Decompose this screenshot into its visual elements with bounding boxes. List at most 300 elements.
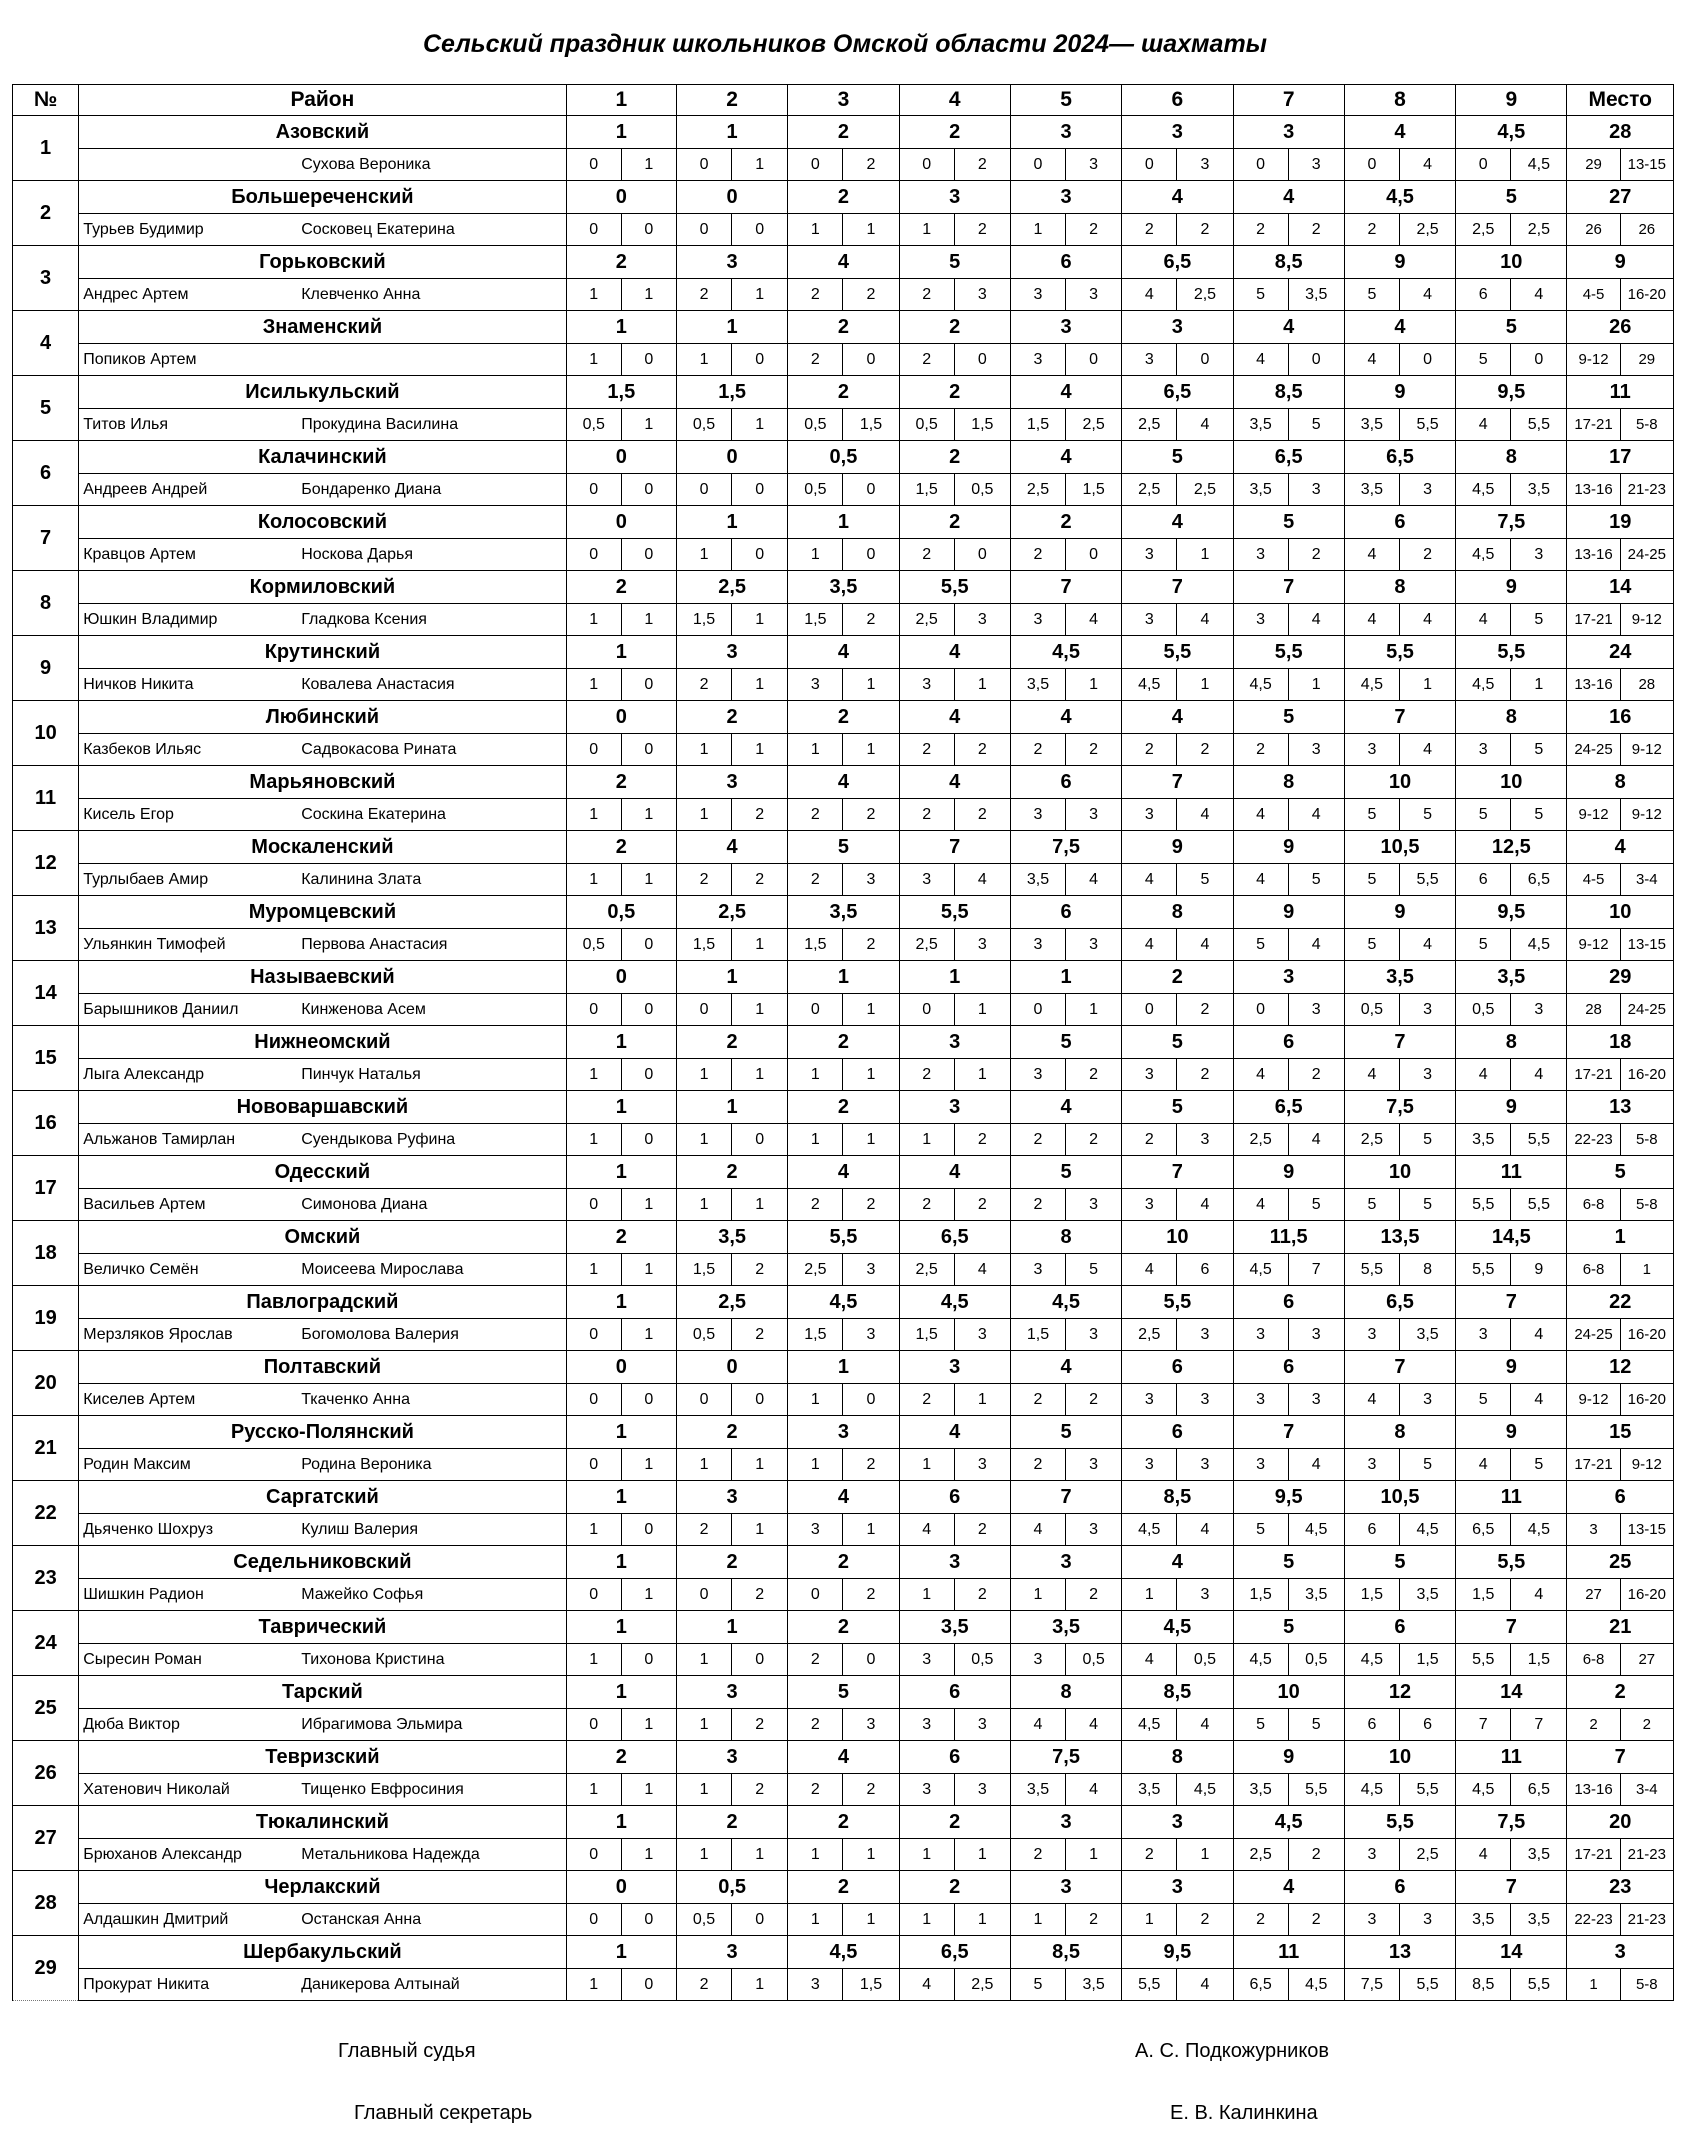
sub-score: 5	[1233, 929, 1288, 961]
sub-score: 6-8	[1567, 1254, 1620, 1286]
sub-score: 0	[732, 344, 788, 376]
sub-score: 0	[566, 1579, 621, 1611]
header-round: 1	[566, 85, 676, 116]
sub-score: 1	[621, 1449, 676, 1481]
sub-score: 1	[788, 539, 843, 571]
round-total: 5	[1122, 1091, 1233, 1124]
sub-score: 5-8	[1620, 1969, 1673, 2001]
sub-score: 5	[1511, 1449, 1567, 1481]
round-total: 3,5	[1456, 961, 1567, 994]
player-girl: Клевченко Анна	[301, 285, 421, 303]
sub-score: 17-21	[1567, 604, 1620, 636]
district-name: Москаленский	[79, 831, 566, 864]
round-total: 5	[1122, 1026, 1233, 1059]
round-total: 8	[1010, 1221, 1121, 1254]
sub-score: 0	[788, 1579, 843, 1611]
district-name: Большереченский	[79, 181, 566, 214]
sub-score: 4	[1399, 149, 1455, 181]
sub-score: 0	[566, 1709, 621, 1741]
sub-score: 1	[954, 1904, 1010, 1936]
sub-score: 2	[788, 864, 843, 896]
player-boy: Хатенович Николай	[83, 1780, 230, 1798]
table-row	[13, 1286, 1674, 1319]
sub-score: 3	[843, 1254, 899, 1286]
sub-score: 4	[1233, 1059, 1288, 1091]
player-boy: Дьяченко Шохруз	[83, 1520, 214, 1538]
table-row	[13, 1351, 1674, 1384]
sub-score: 2	[1288, 1059, 1344, 1091]
judge-label: Главный судья	[338, 2040, 476, 2062]
sub-score: 2	[1233, 1904, 1288, 1936]
round-total: 9	[1344, 376, 1455, 409]
district-name: Тевризский	[79, 1741, 566, 1774]
sub-score: 16-20	[1620, 1384, 1673, 1416]
round-total: 0	[566, 181, 676, 214]
round-total: 6	[899, 1676, 1010, 1709]
row-number: 3	[13, 246, 79, 311]
round-total: 7	[1122, 571, 1233, 604]
sub-score: 4	[1177, 1189, 1233, 1221]
player-girl: Моисеева Мирослава	[301, 1260, 464, 1278]
player-boy: Алдашкин Дмитрий	[83, 1910, 229, 1928]
round-total: 9	[1456, 1416, 1567, 1449]
sub-score: 5	[1344, 1189, 1399, 1221]
players-cell	[79, 669, 566, 701]
sub-score: 4	[1399, 929, 1455, 961]
sub-score: 1	[566, 1774, 621, 1806]
sub-score: 4	[1456, 1059, 1511, 1091]
place-value: 10	[1567, 896, 1674, 929]
round-total: 3	[676, 246, 787, 279]
sub-score: 13-16	[1567, 474, 1620, 506]
sub-score: 2,5	[1233, 1839, 1288, 1871]
sub-score: 2	[843, 799, 899, 831]
sub-score: 3	[899, 1709, 954, 1741]
sub-score: 4	[1456, 1449, 1511, 1481]
sub-score: 1,5	[954, 409, 1010, 441]
round-total: 3	[676, 766, 787, 799]
players-cell	[79, 1579, 566, 1611]
sub-score: 0	[676, 149, 731, 181]
round-total: 4	[1010, 376, 1121, 409]
sub-score: 17-21	[1567, 409, 1620, 441]
district-name: Седельниковский	[79, 1546, 566, 1579]
round-total: 5,5	[899, 571, 1010, 604]
round-total: 6	[1010, 896, 1121, 929]
place-value: 11	[1567, 376, 1674, 409]
sub-score: 5,5	[1456, 1254, 1511, 1286]
round-total: 5,5	[788, 1221, 899, 1254]
place-value: 15	[1567, 1416, 1674, 1449]
round-total: 0	[566, 1871, 676, 1904]
sub-score: 4,5	[1288, 1514, 1344, 1546]
sub-score: 13-15	[1620, 149, 1673, 181]
sub-score: 0	[676, 1384, 731, 1416]
round-total: 5,5	[899, 896, 1010, 929]
table-row	[13, 181, 1674, 214]
round-total: 3,5	[899, 1611, 1010, 1644]
table-row	[13, 896, 1674, 929]
sub-score: 1	[788, 1124, 843, 1156]
round-total: 2	[788, 376, 899, 409]
sub-score: 1	[566, 1644, 621, 1676]
sub-score: 2	[1122, 1124, 1177, 1156]
sub-score: 4	[1511, 1319, 1567, 1351]
sub-score: 2	[843, 279, 899, 311]
sub-score: 3	[1122, 1384, 1177, 1416]
sub-score: 3	[1066, 929, 1122, 961]
sub-score: 0,5	[1344, 994, 1399, 1026]
sub-score: 0	[621, 1384, 676, 1416]
table-row-players	[13, 1839, 1674, 1871]
table-row-players	[13, 1189, 1674, 1221]
round-total: 9,5	[1456, 376, 1567, 409]
header-place: Место	[1567, 85, 1674, 116]
round-total: 1	[566, 636, 676, 669]
sub-score: 0	[1511, 344, 1567, 376]
table-row	[13, 1091, 1674, 1124]
round-total: 4	[1010, 1091, 1121, 1124]
round-total: 5,5	[1233, 636, 1344, 669]
players-cell	[79, 1059, 566, 1091]
sub-score: 4	[1399, 604, 1455, 636]
sub-score: 1	[843, 214, 899, 246]
table-row-players	[13, 1124, 1674, 1156]
sub-score: 0	[788, 149, 843, 181]
table-row	[13, 441, 1674, 474]
sub-score: 1	[732, 1189, 788, 1221]
round-total: 7,5	[1456, 506, 1567, 539]
sub-score: 1	[732, 604, 788, 636]
round-total: 1	[566, 1546, 676, 1579]
round-total: 10	[1456, 766, 1567, 799]
row-number: 13	[13, 896, 79, 961]
round-total: 6	[1010, 766, 1121, 799]
sub-score: 7,5	[1344, 1969, 1399, 2001]
sub-score: 0,5	[954, 1644, 1010, 1676]
sub-score: 17-21	[1567, 1839, 1620, 1871]
round-total: 3	[1010, 116, 1121, 149]
sub-score: 0	[1399, 344, 1455, 376]
sub-score: 1	[566, 799, 621, 831]
sub-score: 1	[732, 1449, 788, 1481]
player-boy: Юшкин Владимир	[83, 610, 218, 628]
sub-score: 1,5	[1233, 1579, 1288, 1611]
sub-score: 3	[1399, 994, 1455, 1026]
sub-score: 7	[1456, 1709, 1511, 1741]
sub-score: 5	[1511, 799, 1567, 831]
sub-score: 3	[1122, 604, 1177, 636]
place-value: 16	[1567, 701, 1674, 734]
sub-score: 24-25	[1620, 539, 1673, 571]
round-total: 8	[1122, 1741, 1233, 1774]
sub-score: 2	[954, 1124, 1010, 1156]
sub-score: 16-20	[1620, 1579, 1673, 1611]
player-boy: Прокурат Никита	[83, 1975, 210, 1993]
round-total: 5	[1010, 1156, 1121, 1189]
sub-score: 5	[1233, 1514, 1288, 1546]
sub-score: 5	[1177, 864, 1233, 896]
player-boy: Кисель Егор	[83, 805, 174, 823]
sub-score: 1	[899, 1904, 954, 1936]
sub-score: 0	[621, 1969, 676, 2001]
row-number: 24	[13, 1611, 79, 1676]
table-row-players	[13, 1709, 1674, 1741]
round-total: 2	[788, 1091, 899, 1124]
sub-score: 2	[1010, 1124, 1065, 1156]
sub-score: 2	[1344, 214, 1399, 246]
round-total: 13	[1344, 1936, 1455, 1969]
sub-score: 2	[843, 1189, 899, 1221]
round-total: 8,5	[1122, 1481, 1233, 1514]
sub-score: 3	[788, 1969, 843, 2001]
sub-score: 4,5	[1456, 669, 1511, 701]
round-total: 4	[1010, 701, 1121, 734]
sub-score: 1	[621, 799, 676, 831]
sub-score: 4,5	[1288, 1969, 1344, 2001]
sub-score: 22-23	[1567, 1904, 1620, 1936]
sub-score: 7	[1288, 1254, 1344, 1286]
sub-score: 2	[676, 864, 731, 896]
sub-score: 3,5	[1233, 1774, 1288, 1806]
table-row-players	[13, 539, 1674, 571]
sub-score: 1	[954, 1384, 1010, 1416]
player-girl: Соскина Екатерина	[301, 805, 446, 823]
sub-score: 4,5	[1456, 474, 1511, 506]
table-row-players	[13, 669, 1674, 701]
round-total: 1	[788, 506, 899, 539]
sub-score: 4,5	[1456, 539, 1511, 571]
sub-score: 4,5	[1233, 1644, 1288, 1676]
sub-score: 5	[1456, 929, 1511, 961]
round-total: 4	[1010, 441, 1121, 474]
round-total: 2	[566, 571, 676, 604]
player-boy: Киселев Артем	[83, 1390, 196, 1408]
round-total: 14	[1456, 1676, 1567, 1709]
sub-score: 21-23	[1620, 474, 1673, 506]
sub-score: 2	[732, 1319, 788, 1351]
sub-score: 2	[899, 734, 954, 766]
round-total: 4,5	[788, 1286, 899, 1319]
round-total: 14,5	[1456, 1221, 1567, 1254]
players-cell	[79, 149, 566, 181]
sub-score: 1	[843, 1839, 899, 1871]
players-cell	[79, 344, 566, 376]
sub-score: 2	[1177, 994, 1233, 1026]
sub-score: 0	[732, 1904, 788, 1936]
round-total: 1	[788, 961, 899, 994]
sub-score: 1	[1066, 994, 1122, 1026]
table-row	[13, 1026, 1674, 1059]
sub-score: 4	[1511, 1579, 1567, 1611]
round-total: 9,5	[1122, 1936, 1233, 1969]
sub-score: 9-12	[1620, 1449, 1673, 1481]
sub-score: 1,5	[788, 1319, 843, 1351]
sub-score: 3,5	[1010, 1774, 1065, 1806]
district-name: Калачинский	[79, 441, 566, 474]
table-row-players	[13, 1254, 1674, 1286]
row-number: 4	[13, 311, 79, 376]
sub-score: 1	[1010, 1904, 1065, 1936]
round-total: 2	[676, 1416, 787, 1449]
sub-score: 1	[676, 539, 731, 571]
sub-score: 3	[1066, 1189, 1122, 1221]
round-total: 0	[566, 701, 676, 734]
sub-score: 4	[1456, 409, 1511, 441]
sub-score: 2	[732, 864, 788, 896]
players-cell	[79, 1514, 566, 1546]
round-total: 1	[566, 1936, 676, 1969]
sub-score: 4,5	[1344, 669, 1399, 701]
sub-score: 2	[954, 214, 1010, 246]
sub-score: 0	[621, 344, 676, 376]
table-row	[13, 961, 1674, 994]
sub-score: 1	[676, 799, 731, 831]
table-body	[13, 116, 1674, 2001]
sub-score: 2	[1620, 1709, 1673, 1741]
sub-score: 29	[1567, 149, 1620, 181]
sub-score: 2,5	[1399, 1839, 1455, 1871]
round-total: 2,5	[676, 571, 787, 604]
round-total: 4	[1122, 506, 1233, 539]
round-total: 11	[1233, 1936, 1344, 1969]
sub-score: 2	[899, 799, 954, 831]
round-total: 5,5	[1344, 636, 1455, 669]
sub-score: 6-8	[1567, 1189, 1620, 1221]
sub-score: 2	[1010, 1384, 1065, 1416]
sub-score: 3	[1233, 1449, 1288, 1481]
round-total: 3	[1010, 181, 1121, 214]
table-row-players	[13, 1644, 1674, 1676]
round-total: 7	[1233, 1416, 1344, 1449]
sub-score: 1,5	[1066, 474, 1122, 506]
sub-score: 0	[843, 1384, 899, 1416]
sub-score: 2	[1288, 539, 1344, 571]
sub-score: 1	[566, 279, 621, 311]
sub-score: 2	[899, 539, 954, 571]
sub-score: 1	[621, 409, 676, 441]
table-row-players	[13, 279, 1674, 311]
sub-score: 3	[1010, 1644, 1065, 1676]
header-num: №	[13, 85, 79, 116]
sub-score: 3	[1010, 799, 1065, 831]
row-number: 14	[13, 961, 79, 1026]
sub-score: 5,5	[1511, 1189, 1567, 1221]
sub-score: 6,5	[1456, 1514, 1511, 1546]
sub-score: 1	[732, 1839, 788, 1871]
round-total: 13,5	[1344, 1221, 1455, 1254]
row-number: 15	[13, 1026, 79, 1091]
sub-score: 4,5	[1177, 1774, 1233, 1806]
sub-score: 2,5	[1010, 474, 1065, 506]
sub-score: 2	[1177, 1904, 1233, 1936]
sub-score: 0	[732, 1644, 788, 1676]
players-cell	[79, 409, 566, 441]
sub-score: 3	[1066, 149, 1122, 181]
sub-score: 0	[566, 1839, 621, 1871]
sub-score: 2	[1122, 1839, 1177, 1871]
player-girl: Симонова Диана	[301, 1195, 428, 1213]
sub-score: 5	[1456, 344, 1511, 376]
sub-score: 2	[1177, 1059, 1233, 1091]
sub-score: 3,5	[1066, 1969, 1122, 2001]
round-total: 5	[1233, 1611, 1344, 1644]
sub-score: 5	[1456, 799, 1511, 831]
sub-score: 0	[566, 1384, 621, 1416]
round-total: 9	[1456, 571, 1567, 604]
player-girl: Богомолова Валерия	[301, 1325, 459, 1343]
player-boy: Сыресин Роман	[83, 1650, 202, 1668]
round-total: 1	[566, 1156, 676, 1189]
sub-score: 9-12	[1567, 344, 1620, 376]
sub-score: 2	[954, 1514, 1010, 1546]
player-girl: Ковалева Анастасия	[301, 675, 455, 693]
sub-score: 2	[1010, 1839, 1065, 1871]
sub-score: 3	[1177, 1579, 1233, 1611]
player-boy: Андрес Артем	[83, 285, 189, 303]
round-total: 4	[1010, 1351, 1121, 1384]
sub-score: 2	[1567, 1709, 1620, 1741]
sub-score: 4	[899, 1969, 954, 2001]
district-name: Черлакский	[79, 1871, 566, 1904]
sub-score: 26	[1567, 214, 1620, 246]
place-value: 18	[1567, 1026, 1674, 1059]
round-total: 1	[566, 1611, 676, 1644]
district-name: Марьяновский	[79, 766, 566, 799]
sub-score: 26	[1620, 214, 1673, 246]
judge-name: А. С. Подкожурников	[1135, 2040, 1330, 2062]
players-cell	[79, 1839, 566, 1871]
round-total: 3	[676, 1676, 787, 1709]
sub-score: 3	[788, 669, 843, 701]
round-total: 2	[566, 246, 676, 279]
sub-score: 5	[1233, 1709, 1288, 1741]
round-total: 7	[899, 831, 1010, 864]
players-cell	[79, 1709, 566, 1741]
sub-score: 5	[1288, 1709, 1344, 1741]
round-total: 3,5	[788, 571, 899, 604]
sub-score: 3	[899, 1774, 954, 1806]
round-total: 3,5	[788, 896, 899, 929]
round-total: 1	[566, 1676, 676, 1709]
sub-score: 3	[1177, 149, 1233, 181]
sub-score: 2	[1010, 539, 1065, 571]
sub-score: 3	[954, 1449, 1010, 1481]
row-number: 19	[13, 1286, 79, 1351]
place-value: 23	[1567, 1871, 1674, 1904]
round-total: 10	[1344, 766, 1455, 799]
round-total: 6,5	[1344, 441, 1455, 474]
header-round: 5	[1010, 85, 1121, 116]
sub-score: 3,5	[1233, 474, 1288, 506]
sub-score: 1	[732, 279, 788, 311]
round-total: 6,5	[899, 1936, 1010, 1969]
table-row-players	[13, 1514, 1674, 1546]
district-name: Крутинский	[79, 636, 566, 669]
round-total: 2	[788, 1871, 899, 1904]
round-total: 2	[566, 1741, 676, 1774]
sub-score: 0,5	[899, 409, 954, 441]
round-total: 7	[1122, 766, 1233, 799]
sub-score: 1	[843, 1059, 899, 1091]
player-boy: Титов Илья	[83, 415, 169, 433]
sub-score: 0	[1066, 539, 1122, 571]
sub-score: 24-25	[1567, 734, 1620, 766]
players-cell	[79, 474, 566, 506]
place-value: 19	[1567, 506, 1674, 539]
sub-score: 3	[1066, 279, 1122, 311]
sub-score: 2	[1066, 1384, 1122, 1416]
